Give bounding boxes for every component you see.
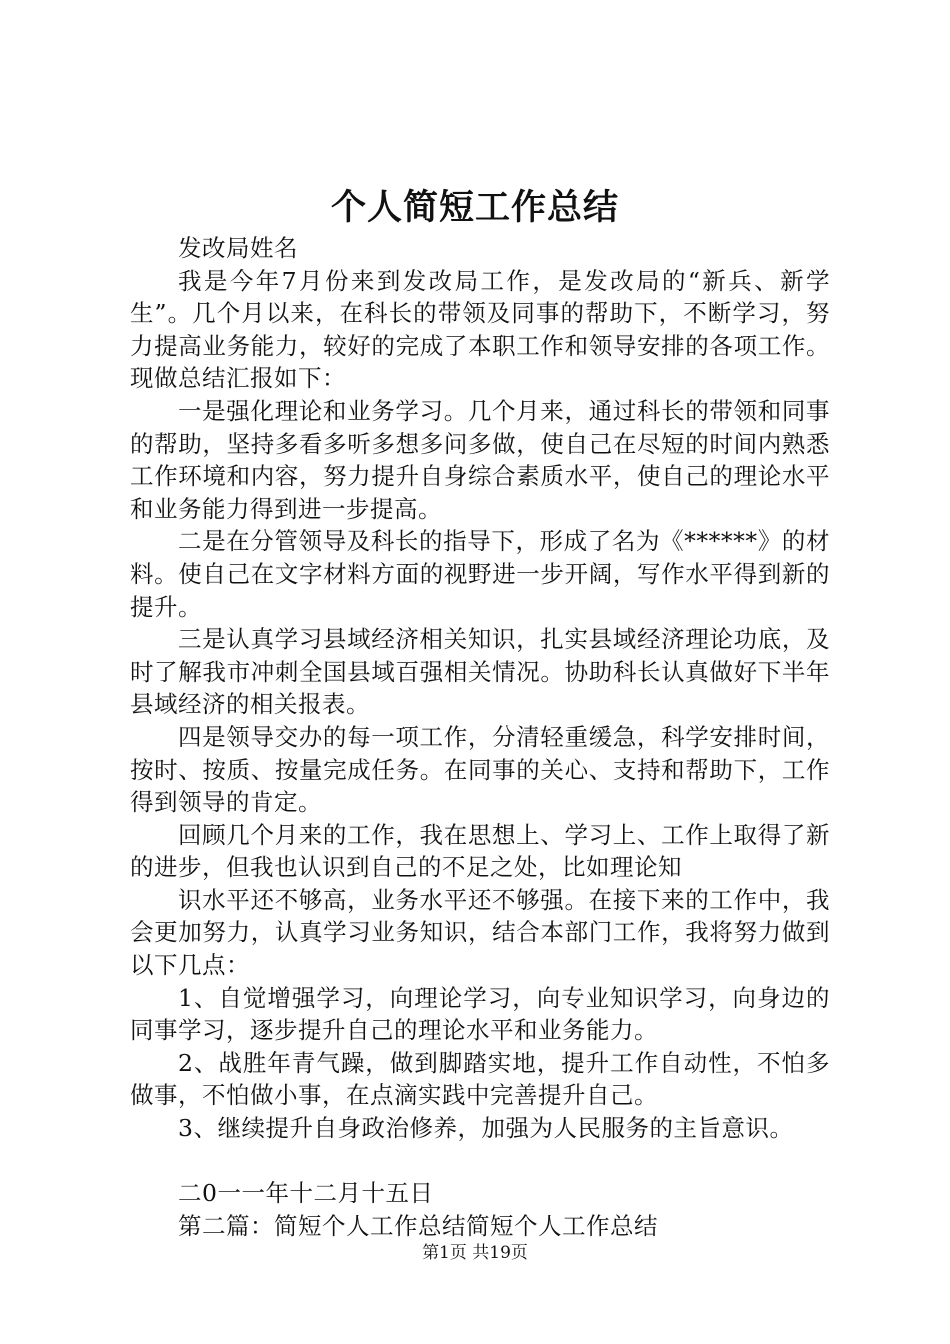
point-four-paragraph: 四是领导交办的每一项工作，分清轻重缓急，科学安排时间，按时、按质、按量完成任务。在同事的关心、支持和帮助下，工作得到领导的肯定。 [130, 722, 830, 817]
review-paragraph: 回顾几个月来的工作，我在思想上、学习上、工作上取得了新的进步，但我也认识到自己的不足之处，比如理论知 [130, 820, 830, 882]
date-line: 二0一一年十二月十五日 [178, 1179, 434, 1208]
intro-paragraph: 我是今年7月份来到发改局工作，是发改局的“新兵、新学生”。几个月以来，在科长的带领及同事的帮助下，不断学习，努力提高业务能力，较好的完成了本职工作和领导安排的各项工作。现做总结汇报如下： [130, 266, 830, 393]
review-continued-paragraph: 识水平还不够高，业务水平还不够强。在接下来的工作中，我会更加努力，认真学习业务知识，结合本部门工作，我将努力做到以下几点： [130, 885, 830, 980]
plan-item-1: 1、自觉增强学习，向理论学习，向专业知识学习，向身边的同事学习，逐步提升自己的理论水平和业务能力。 [130, 983, 830, 1045]
plan-item-3: 3、继续提升自身政治修养，加强为人民服务的主旨意识。 [178, 1114, 794, 1143]
document-title: 个人简短工作总结 [330, 187, 619, 228]
point-three-paragraph: 三是认真学习县域经济相关知识，扎实县域经济理论功底，及时了解我市冲刺全国县域百强相关情况。协助科长认真做好下半年县域经济的相关报表。 [130, 625, 830, 719]
page-number: 第1页 共19页 [422, 1243, 528, 1263]
second-article-heading: 第二篇：简短个人工作总结简短个人工作总结 [178, 1211, 658, 1240]
document-body [130, 232, 830, 1242]
point-one-paragraph: 一是强化理论和业务学习。几个月来，通过科长的带领和同事的帮助，坚持多看多听多想多问多做，使自己在尽短的时间内熟悉工作环境和内容，努力提升自身综合素质水平，使自己的理论水平和业务能力得到进一步提高。 [130, 396, 830, 523]
blank-line [130, 1145, 830, 1178]
point-two-paragraph: 二是在分管领导及科长的指导下，形成了名为《******》的材料。使自己在文字材料方面的视野进一步开阔，写作水平得到新的提升。 [130, 527, 830, 621]
plan-item-2: 2、战胜年青气躁，做到脚踏实地，提升工作自动性，不怕多做事，不怕做小事，在点滴实践中完善提升自己。 [130, 1048, 830, 1110]
author-line: 发改局姓名 [178, 234, 298, 262]
